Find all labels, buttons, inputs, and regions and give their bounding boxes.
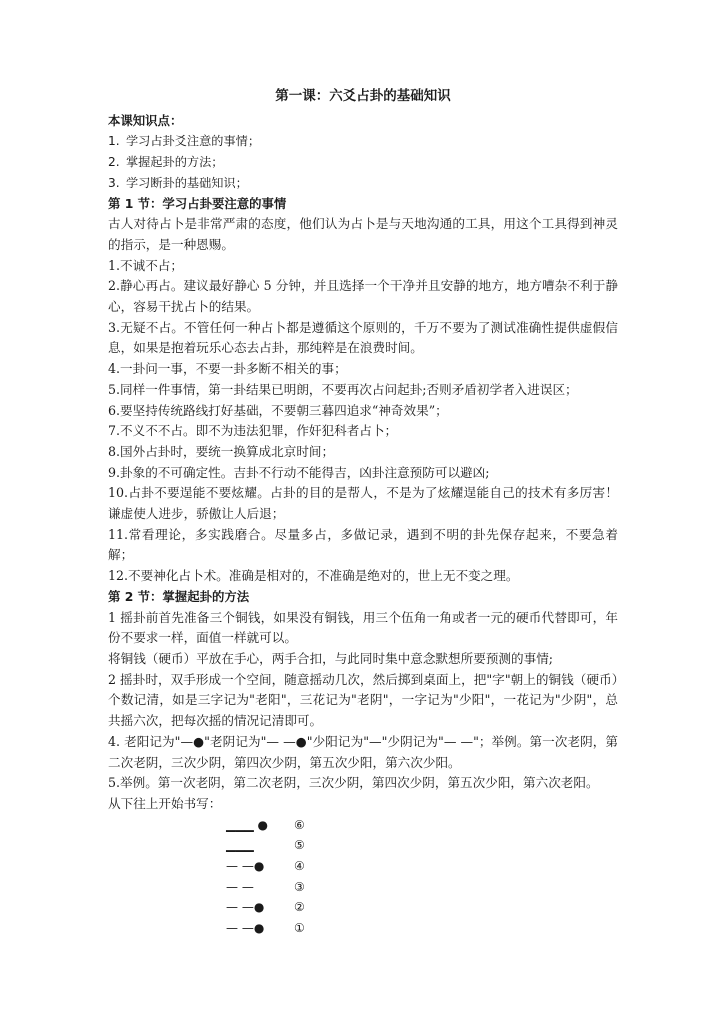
intro-heading: 本课知识点： xyxy=(108,112,183,128)
section2-paragraph: 4. 老阳记为"—●"老阴记为"— —●"少阳记为"—"少阴记为"— —"；举例。第一次老阴，第二次老阴，三次少阴，第四次少阴，第五次少阳，第六次少阳。 xyxy=(108,733,618,770)
section1-paragraph: 4.一卦问一事，不要一卦多断不相关的事； xyxy=(108,361,347,377)
section1-paragraph: 1.不诚不占； xyxy=(108,257,183,273)
section1-paragraph: 7.不义不不占。即不为违法犯罪，作奸犯科者占卜； xyxy=(108,423,398,439)
line-number: ① xyxy=(294,921,305,936)
yao-symbol: — —● xyxy=(226,900,265,915)
section1-paragraph: 10.占卦不要逞能不要炫耀。占卦的目的是帮人，不是为了炫耀逞能自己的技术有多厉害！谦虚使人进步，骄傲让人后退； xyxy=(108,485,618,522)
section1-paragraph: 8.国外占卦时，要统一换算成北京时间； xyxy=(108,443,335,459)
section1-paragraph: 12.不要神化占卜术。准确是相对的，不准确是绝对的，世上无不变之理。 xyxy=(108,568,519,584)
point-number: 1. xyxy=(108,134,120,149)
hexagram-line-3 xyxy=(226,877,618,898)
section2-paragraph: 从下往上开始书写： xyxy=(108,795,222,811)
section1-paragraph: 古人对待占卜是非常严肃的态度，他们认为占卜是与天地沟通的工具，用这个工具得到神灵的指示，是一种恩赐。 xyxy=(108,216,618,252)
section1-heading: 第 1 节：学习占卦要注意的事情 xyxy=(108,195,287,211)
section2-heading: 第 2 节：掌握起卦的方法 xyxy=(108,588,250,604)
hexagram-line-5 xyxy=(226,835,618,856)
point-item xyxy=(108,173,618,194)
section1-paragraph: 3.无疑不占。不管任何一种占卜都是遵循这个原则的，千万不要为了测试准确性提供虚假信息，如果是抱着玩乐心态去占卦，那纯粹是在浪费时间。 xyxy=(108,319,618,356)
yao-symbol: ▁▁▁ xyxy=(226,838,254,853)
page-title: 第一课：六爻占卦的基础知识 xyxy=(275,88,451,104)
line-number: ⑥ xyxy=(294,817,305,832)
point-text: 学习占卦爻注意的事情； xyxy=(126,134,261,149)
yao-symbol: — — xyxy=(226,879,254,894)
hexagram-line-1 xyxy=(226,918,618,939)
point-item xyxy=(108,131,618,152)
line-number: ③ xyxy=(294,879,305,894)
section1-paragraph: 5.同样一件事情，第一卦结果已明朗，不要再次占问起卦;否则矛盾初学者入进误区； xyxy=(108,381,578,397)
line-number: ② xyxy=(294,900,305,915)
section2-paragraph: 2 摇卦时，双手形成一个空间，随意摇动几次，然后掷到桌面上，把"字"朝上的铜钱（硬币）个数记清，如是三字记为"老阳"，三花记为"老阴"，一字记为"少阳"，一花记为"少阴"，总共摇六次，把每次摇的情况记清即可。 xyxy=(108,671,618,729)
point-number: 2. xyxy=(108,155,120,170)
hexagram-diagram xyxy=(226,815,618,939)
point-number: 3. xyxy=(108,175,120,190)
yao-symbol: — —● xyxy=(226,858,265,873)
document-page xyxy=(108,86,618,939)
point-text: 掌握起卦的方法； xyxy=(126,155,224,170)
hexagram-line-6 xyxy=(226,815,618,836)
section2-paragraph: 1 摇卦前首先准备三个铜钱，如果没有铜钱，用三个伍角一角或者一元的硬币代替即可，年份不要求一样，面值一样就可以。 xyxy=(108,609,618,646)
section1-paragraph: 9.卦象的不可确定性。吉卦不行动不能得吉，凶卦注意预防可以避凶; xyxy=(108,464,490,480)
point-text: 学习断卦的基础知识； xyxy=(126,175,248,190)
hexagram-line-4 xyxy=(226,856,618,877)
section2-paragraph: 将铜钱（硬币）平放在手心，两手合扣，与此同时集中意念默想所要预测的事情; xyxy=(108,650,554,666)
section2-paragraph: 5.举例。第一次老阴，第二次老阴，三次少阴，第四次少阴，第五次少阳，第六次老阳。 xyxy=(108,775,599,791)
line-number: ⑤ xyxy=(294,838,305,853)
section1-paragraph: 2.静心再占。建议最好静心 5 分钟，并且选择一个干净并且安静的地方，地方嘈杂不利于静心，容易干扰占卜的结果。 xyxy=(108,278,618,315)
section1-paragraph: 11.常看理论，多实践磨合。尽量多占，多做记录，遇到不明的卦先保存起来，不要急着解； xyxy=(108,526,618,563)
yao-symbol: — —● xyxy=(226,921,265,936)
line-number: ④ xyxy=(294,858,305,873)
section1-paragraph: 6.要坚持传统路线打好基础，不要朝三暮四追求“神奇效果”； xyxy=(108,402,448,418)
yao-symbol: ▁▁▁ ● xyxy=(226,817,268,832)
hexagram-line-2 xyxy=(226,897,618,918)
point-item xyxy=(108,152,618,173)
